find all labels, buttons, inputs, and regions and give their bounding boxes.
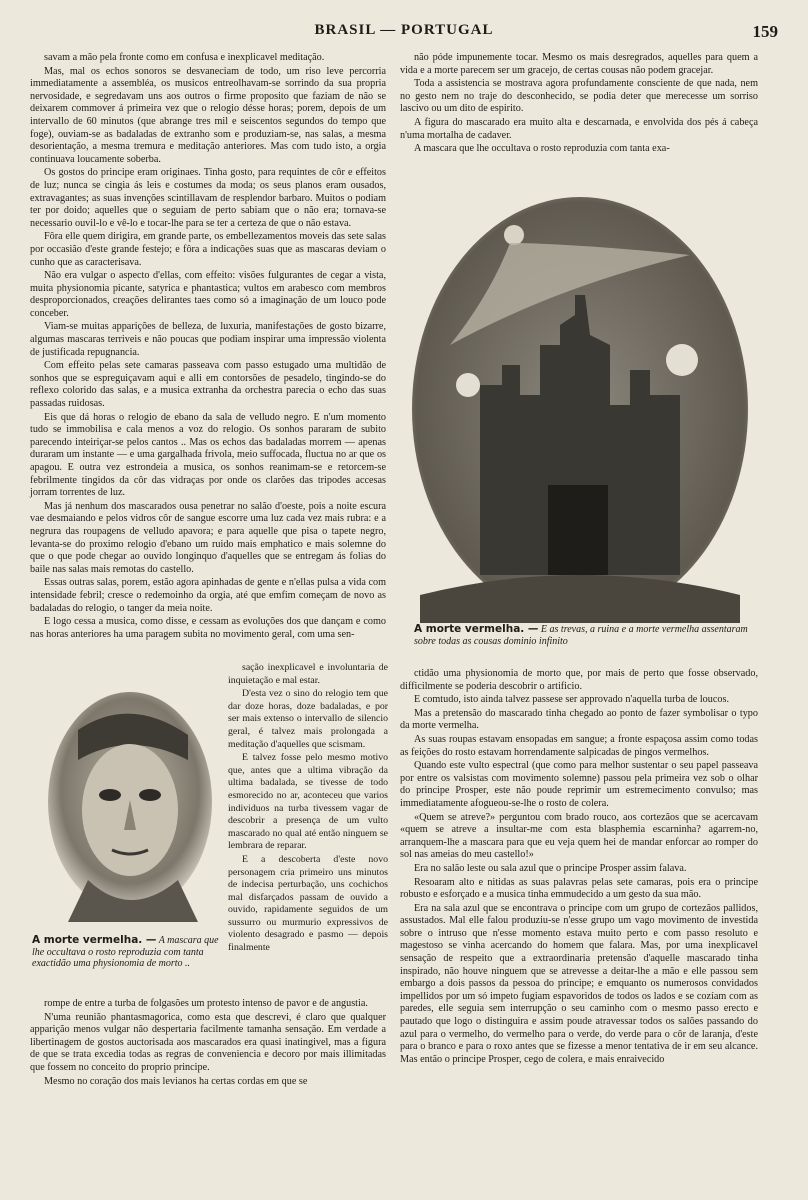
paragraph: A figura do mascarado era muito alta e descarnada, e envolvida dos pés á cabeça n'uma mortalha de cadaver.	[400, 116, 758, 141]
left-column-bottom	[30, 998, 386, 1088]
paragraph: N'uma reunião phantasmagorica, como esta que descrevi, é claro que qualquer apparição menos vulgar não despertaria facilmente tamanha sensação. Em verdade a libertinagem de gostos auctorisada aos mascarados era quasi inatingivel, mas a figura de que se trata excedia todas as regras de conveniencia e decoro por mais illimitadas que fossem no conceito do proprio principe.	[30, 1011, 386, 1073]
paragraph: E comtudo, isto ainda talvez passese ser approvado n'aquella turba de loucos.	[414, 694, 730, 706]
face-drawing-icon	[38, 690, 220, 922]
paragraph: rompe de entre a turba de folgasões um protesto intenso de pavor e de angustia.	[44, 998, 368, 1009]
left-column-top	[30, 52, 386, 641]
running-title: BRASIL — PORTUGAL	[314, 22, 494, 38]
paragraph: Essas outras salas, porem, estão agora apinhadas de gente e n'ellas pulsa a vida com intensidade febril; cresce o redemoinho da orgia, até que emfim começam de novo as badaladas do relogio, o tanger da meia noite.	[30, 577, 386, 614]
paragraph: Era na sala azul que se encontrava o principe com um grupo de cortezãos pallidos, assustados. Mal elle falou produziu-se n'esse grupo um vago movimento de investida sobre o intruso que n'esse momento estava muito perto e com passo resoluto e magestoso se vinha acercando do homem que falara. Mas, por uma inexplicavel sensação de respeito que a extraordinaria pretensão d'aquelle mascarado tinha inspirado, não houve ninguem que se atrevesse a deitar-lhe a mão e elle passou sem embargo a dois passos da pessoa do principe; e emquanto os numerosos convidados impellidos por um só impeto fugiam espavoridos de todos os lados e se cozíam com as paredes, elle seguia sem interrupção o seu caminho com o mesmo passo erecto e pautado que logo o distinguira e assim poude atravessar todos os salões passando do azul para o vermelho, do vermelho para o verde, do verde para o côr de laranja, d'este para o branco e para o roxo antes que se fizesse a menor tentativa de ir em seu alcance. Mas então o principe Prosper, cego de colera, e mais enraivecido	[400, 902, 758, 1065]
paragraph: savam a mão pela fronte como em confusa e inexplicavel meditação.	[44, 52, 325, 63]
paragraph: Fôra elle quem dirigira, em grande parte, os embellezamentos moveis das sete salas por occasião d'este grande festejo; e fôra a indicações suas que as mascaras deviam o cunho que as caracterisava.	[30, 231, 386, 268]
paragraph: A mascara que lhe occultava o rosto reproduzia com tanta exa-	[414, 143, 670, 155]
caption-lead: A morte vermelha. —	[32, 934, 157, 946]
paragraph: «Quem se atreve?» perguntou com brado rouco, aos cortezãos que se acercavam «quem se atreve a insultar-me com esta blasphemia escarninha? agarrem-no, arranquem-lhe a mascara para que eu veja quem hei de mandar enforcar ao romper do sol nas ameias do meu castello!»	[400, 811, 758, 861]
paragraph: Mas já nenhum dos mascarados ousa penetrar no salão d'oeste, pois a noite escura vae desmaiando e pelos vidros côr de sangue escorre uma luz cada vez mais rubra: e a negrura das roupagens de velludo apavora; e para aquelle que pisa o tapete negro, levanta-se do proximo relogio d'ebano um ruido mais emphatico e mais solemne do que o que pode chegar ao ouvido longinquo d'aquelles que se entregam ás folias do baile nas salas mais remotas do castello.	[30, 500, 386, 575]
paragraph: Não era vulgar o aspecto d'ellas, com effeito: visões fulgurantes de cegar a vista, muita physionomia picante, satyrica e phantastica; vultos em arabesco com membros desproporcionados, creações delirantes taes como só a imaginação de um louco pode conceber.	[30, 270, 386, 319]
caption-text: A mascara que lhe occultava o rosto reproduzia com tanta exactidão uma physionomia de morto ..	[32, 935, 219, 969]
paragraph: Com effeito pelas sete camaras passeava com passo estugado uma multidão de sonhos que se espreguiçavam aqui e alli em contorsões de pesadelo, tingindo-se do reflexo colorido das salas, e a musica extranha da orchestra parecia o echo das suas passadas ruidosas.	[30, 360, 386, 410]
paragraph: Era no salão leste ou sala azul que o principe Prosper assim falava.	[414, 862, 687, 874]
paragraph: Os gostos do principe eram originaes. Tinha gosto, para requintes de côr e effeitos de luz; nunca se cingia ás leis e costumes da moda; os seus planos eram ousados, extravagantes; as suas invenções scintillavam de resplendor barbaro. Muitos o podiam ter por doido; aquelles que o seguiam de perto sabiam que o não era; tornava-se necessario ouvil-lo e vê-lo e tocar-lhe para se ter a certeza de que o não estava.	[30, 167, 386, 229]
paragraph: E logo cessa a musica, como disse, e cessam as evoluções dos que dançam e como nas horas anteriores ha uma paragem subita no movimento geral, com uma sen-	[30, 616, 386, 640]
castle-skull-illustration	[410, 195, 750, 623]
masked-face-illustration	[38, 690, 220, 922]
paragraph: sação inexplicavel e involuntaria de inquietação e mal estar.	[228, 662, 388, 686]
paragraph: ctidão uma physionomia de morto que, por mais de perto que fosse observado, difficilmente se poderia descobrir o artificio.	[400, 668, 758, 692]
right-column-bottom	[400, 668, 758, 1066]
castle-caption	[414, 624, 754, 647]
page-header	[0, 22, 808, 42]
paragraph: E a descoberta d'este novo personagem cria primeiro uns minutos de indecisa perturbação, uns cochichos mal disfarçados passam de ouvido a ouvido, rapidamente seguidos de um sussurro ou murmurio expressivos de violento desagrado e pasmo — depois finalmente	[228, 853, 388, 954]
paragraph: Resoaram alto e nitidas as suas palavras pelas sete camaras, pois era o principe robusto e esforçado e a musica tinha emmudecido a um gesto da sua mão.	[400, 876, 758, 901]
caption-text: E as trevas, a ruina e a morte vermelha assentaram sobre todas as cousas dominio infinito	[414, 624, 748, 647]
paragraph: Mesmo no coração dos mais levianos ha certas cordas em que se	[44, 1075, 308, 1087]
paragraph: não póde impunemente tocar. Mesmo os mais desregrados, aquelles para quem a vida e a morte parecem ser um gracejo, de certas cousas não podem gracejar.	[400, 52, 758, 76]
caption-lead: A morte vermelha. —	[414, 623, 539, 635]
paragraph: E talvez fosse pelo mesmo motivo que, antes que a ultima vibração da ultima badalada, se tivesse de todo esmorecido no ar, aconteceu que varios individuos na turba tivessem vagar de descobrir a presença de um vulto mascarado no qual até então ninguem se lembrara de reparar.	[228, 752, 388, 852]
paragraph: Eis que dá horas o relogio de ebano da sala de velludo negro. E n'um momento tudo se immobilisa e cala menos a voz do relogio. Os sonhos pararam de subito parecendo inteiriçar-se pelos cantos .. Mas os echos das badaladas morrem — apenas duraram um instante — e uma gargalhada frivola, meio suffocada, fluctua no ar que os apagou. E outra vez estrondeia a musica, os sonhos reanimam-se e retorcem-se febrilmente tingidos da côr das vidraças por onde os clarões das tripodes accesas jorram torrentes de luz.	[30, 411, 386, 499]
castle-drawing-icon	[410, 195, 750, 623]
paragraph: Viam-se muitas apparições de belleza, de luxuria, manifestações de gosto bizarre, algumas mascaras terriveis e não poucas que podiam inspirar uma impressão violenta de justificada repugnancia.	[30, 321, 386, 358]
paragraph: D'esta vez o sino do relogio tem que dar doze horas, doze badaladas, e por ser mais extenso o intervallo de silencio geral, é talvez mais prolongada a meditação d'aquelles que scismam.	[228, 688, 388, 750]
paragraph: Quando este vulto espectral (que como para melhor sustentar o seu papel passeava por entre os valsistas com movimento solemne) passou pela primeira vez sob o olhar do principe Prosper, este não poude reprimir um estremecimento convulso; mas immediatamente afogueou-se-lhe o rosto de colera.	[400, 760, 758, 809]
paragraph: As suas roupas estavam ensopadas em sangue; a fronte espaçosa assim como todas as feições do rosto estavam horrendamente salpicadas de pingos vermelhos.	[400, 733, 758, 758]
page-number: 159	[752, 22, 778, 41]
face-caption	[32, 935, 222, 970]
paragraph: Mas, mal os echos sonoros se desvaneciam de todo, um riso leve percorria immediatamente a assembléa, os musicos entreolhavam-se sorrindo da sua propria nervosidade, e segredavam uns aos outros o firme proposito que faziam de não se deixarem commover á primeira vez que o relogio désse horas; porem, depois de um intervallo de 60 minutos (que abrange tres mil e seiscentos segundos do tempo que foge), ouviam-se as badaladas de extranho som e produziam-se, nas salas, a mesma desorientação, a mesma tremura e meditação anteriores. Mas com tudo isto, a orgia continuava loucamente soberba.	[30, 65, 386, 165]
right-column-top	[400, 52, 758, 156]
paragraph: Mas a pretensão do mascarado tinha chegado ao ponto de fazer symbolisar o typo da morte vermelha.	[400, 707, 758, 732]
left-column-middle	[228, 662, 388, 955]
paragraph: Toda a assistencia se mostrava agora profundamente consciente de que nada, nem no gesto nem no traje do desconhecido, se podia deter que merecesse um sorriso lascivo ou um dito de espirito.	[400, 78, 758, 115]
